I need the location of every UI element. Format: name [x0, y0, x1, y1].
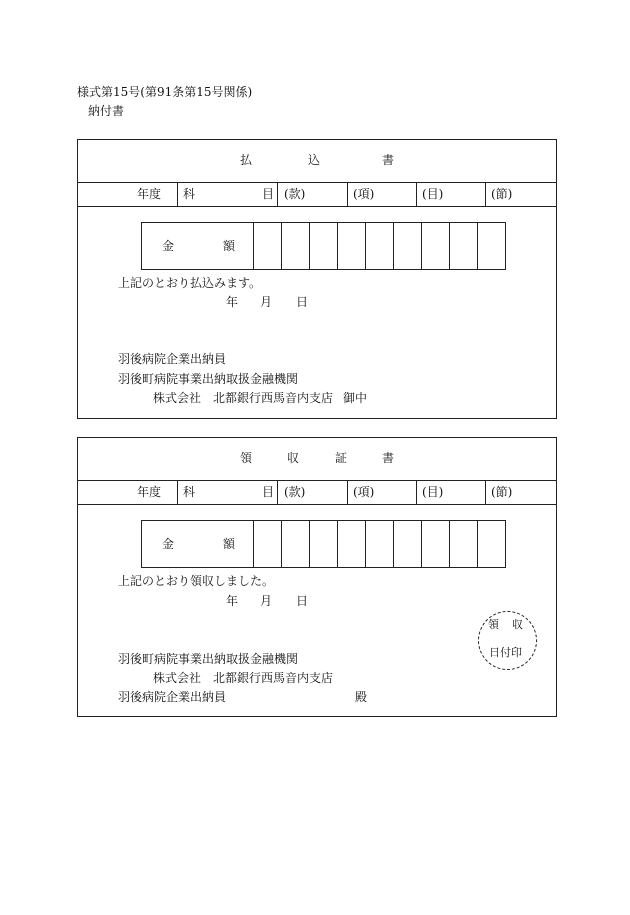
amount-label — [142, 223, 254, 269]
bank-name: 株式会社 北都銀行西馬音内支店 — [153, 391, 334, 405]
account-row-divider — [78, 206, 556, 207]
column-setsu: (節) — [491, 485, 513, 499]
column-fiscal-year: 年度 — [137, 187, 162, 201]
stamp-label: 日付印 — [489, 646, 522, 659]
column-kan: (款) — [284, 187, 306, 201]
date-stamp-circle — [478, 611, 537, 670]
honorific: 御中 — [343, 391, 368, 405]
amount-digit-cell — [394, 223, 422, 269]
amount-digit-cell — [254, 223, 282, 269]
column-divider — [347, 480, 348, 504]
form-number: 様式第15号(第91条第15号関係) — [77, 85, 253, 99]
document-title: 納付書 — [88, 104, 125, 118]
date-day: 日 — [296, 295, 309, 309]
date-day: 日 — [296, 594, 309, 608]
column-setsu: (節) — [491, 187, 513, 201]
payer: 羽後病院企業出納員 — [118, 352, 227, 366]
amount-digit-cell — [310, 223, 338, 269]
column-divider — [416, 480, 417, 504]
column-divider — [485, 182, 486, 206]
column-divider — [416, 182, 417, 206]
amount-digit-cell — [422, 521, 450, 567]
statement: 上記のとおり払込みます。 — [118, 276, 262, 290]
receipt-title-char: 書 — [382, 451, 395, 465]
column-divider — [347, 182, 348, 206]
slip-title-char: 込 — [308, 153, 321, 167]
amount-digit-cell — [338, 223, 366, 269]
column-subject-2: 目 — [262, 187, 275, 201]
receipt-title-char: 領 — [240, 451, 253, 465]
date-year: 年 — [226, 594, 239, 608]
slip-title-char: 払 — [240, 153, 253, 167]
amount-label-char: 金 — [162, 239, 175, 253]
institution: 羽後町病院事業出納取扱金融機関 — [118, 652, 299, 666]
amount-digit-cell — [254, 521, 282, 567]
amount-digit-cell — [450, 223, 478, 269]
stamp-char: 領 — [488, 618, 499, 631]
bank-name: 株式会社 北都銀行西馬音内支店 — [153, 671, 334, 685]
stamp-char: 収 — [512, 618, 523, 631]
amount-label-char: 額 — [222, 537, 235, 551]
account-row-divider — [78, 504, 556, 505]
column-subject-2: 目 — [262, 485, 275, 499]
column-kan: (款) — [284, 485, 306, 499]
amount-box — [141, 520, 506, 568]
column-kou: (項) — [353, 187, 375, 201]
amount-digit-cell — [394, 521, 422, 567]
column-subject-1: 科 — [183, 485, 196, 499]
payee: 羽後病院企業出納員 — [118, 690, 227, 704]
amount-digit-cell — [478, 521, 505, 567]
receipt-title-char: 証 — [335, 451, 348, 465]
column-subject-1: 科 — [183, 187, 196, 201]
column-kou: (項) — [353, 485, 375, 499]
amount-digit-cell — [422, 223, 450, 269]
amount-digit-cell — [366, 223, 394, 269]
column-divider — [485, 480, 486, 504]
column-divider — [177, 182, 178, 206]
amount-digit-cell — [478, 223, 505, 269]
column-moku: (目) — [422, 187, 444, 201]
amount-digit-cell — [338, 521, 366, 567]
column-divider — [177, 480, 178, 504]
amount-label-char: 金 — [162, 537, 175, 551]
statement: 上記のとおり領収しました。 — [118, 574, 275, 588]
amount-digit-cell — [366, 521, 394, 567]
receipt — [77, 437, 557, 717]
column-divider — [277, 480, 278, 504]
institution: 羽後町病院事業出納取扱金融機関 — [118, 372, 299, 386]
amount-digit-cell — [310, 521, 338, 567]
payment-slip — [77, 139, 557, 419]
column-divider — [277, 182, 278, 206]
slip-title-char: 書 — [382, 153, 395, 167]
amount-digit-cell — [282, 521, 310, 567]
amount-box — [141, 222, 506, 270]
amount-digit-cell — [450, 521, 478, 567]
receipt-title-char: 収 — [287, 451, 300, 465]
column-fiscal-year: 年度 — [137, 485, 162, 499]
date-month: 月 — [260, 295, 273, 309]
amount-digit-cell — [282, 223, 310, 269]
amount-label — [142, 521, 254, 567]
date-year: 年 — [226, 295, 239, 309]
date-month: 月 — [260, 594, 273, 608]
amount-label-char: 額 — [222, 239, 235, 253]
column-moku: (目) — [422, 485, 444, 499]
honorific: 殿 — [355, 690, 368, 704]
